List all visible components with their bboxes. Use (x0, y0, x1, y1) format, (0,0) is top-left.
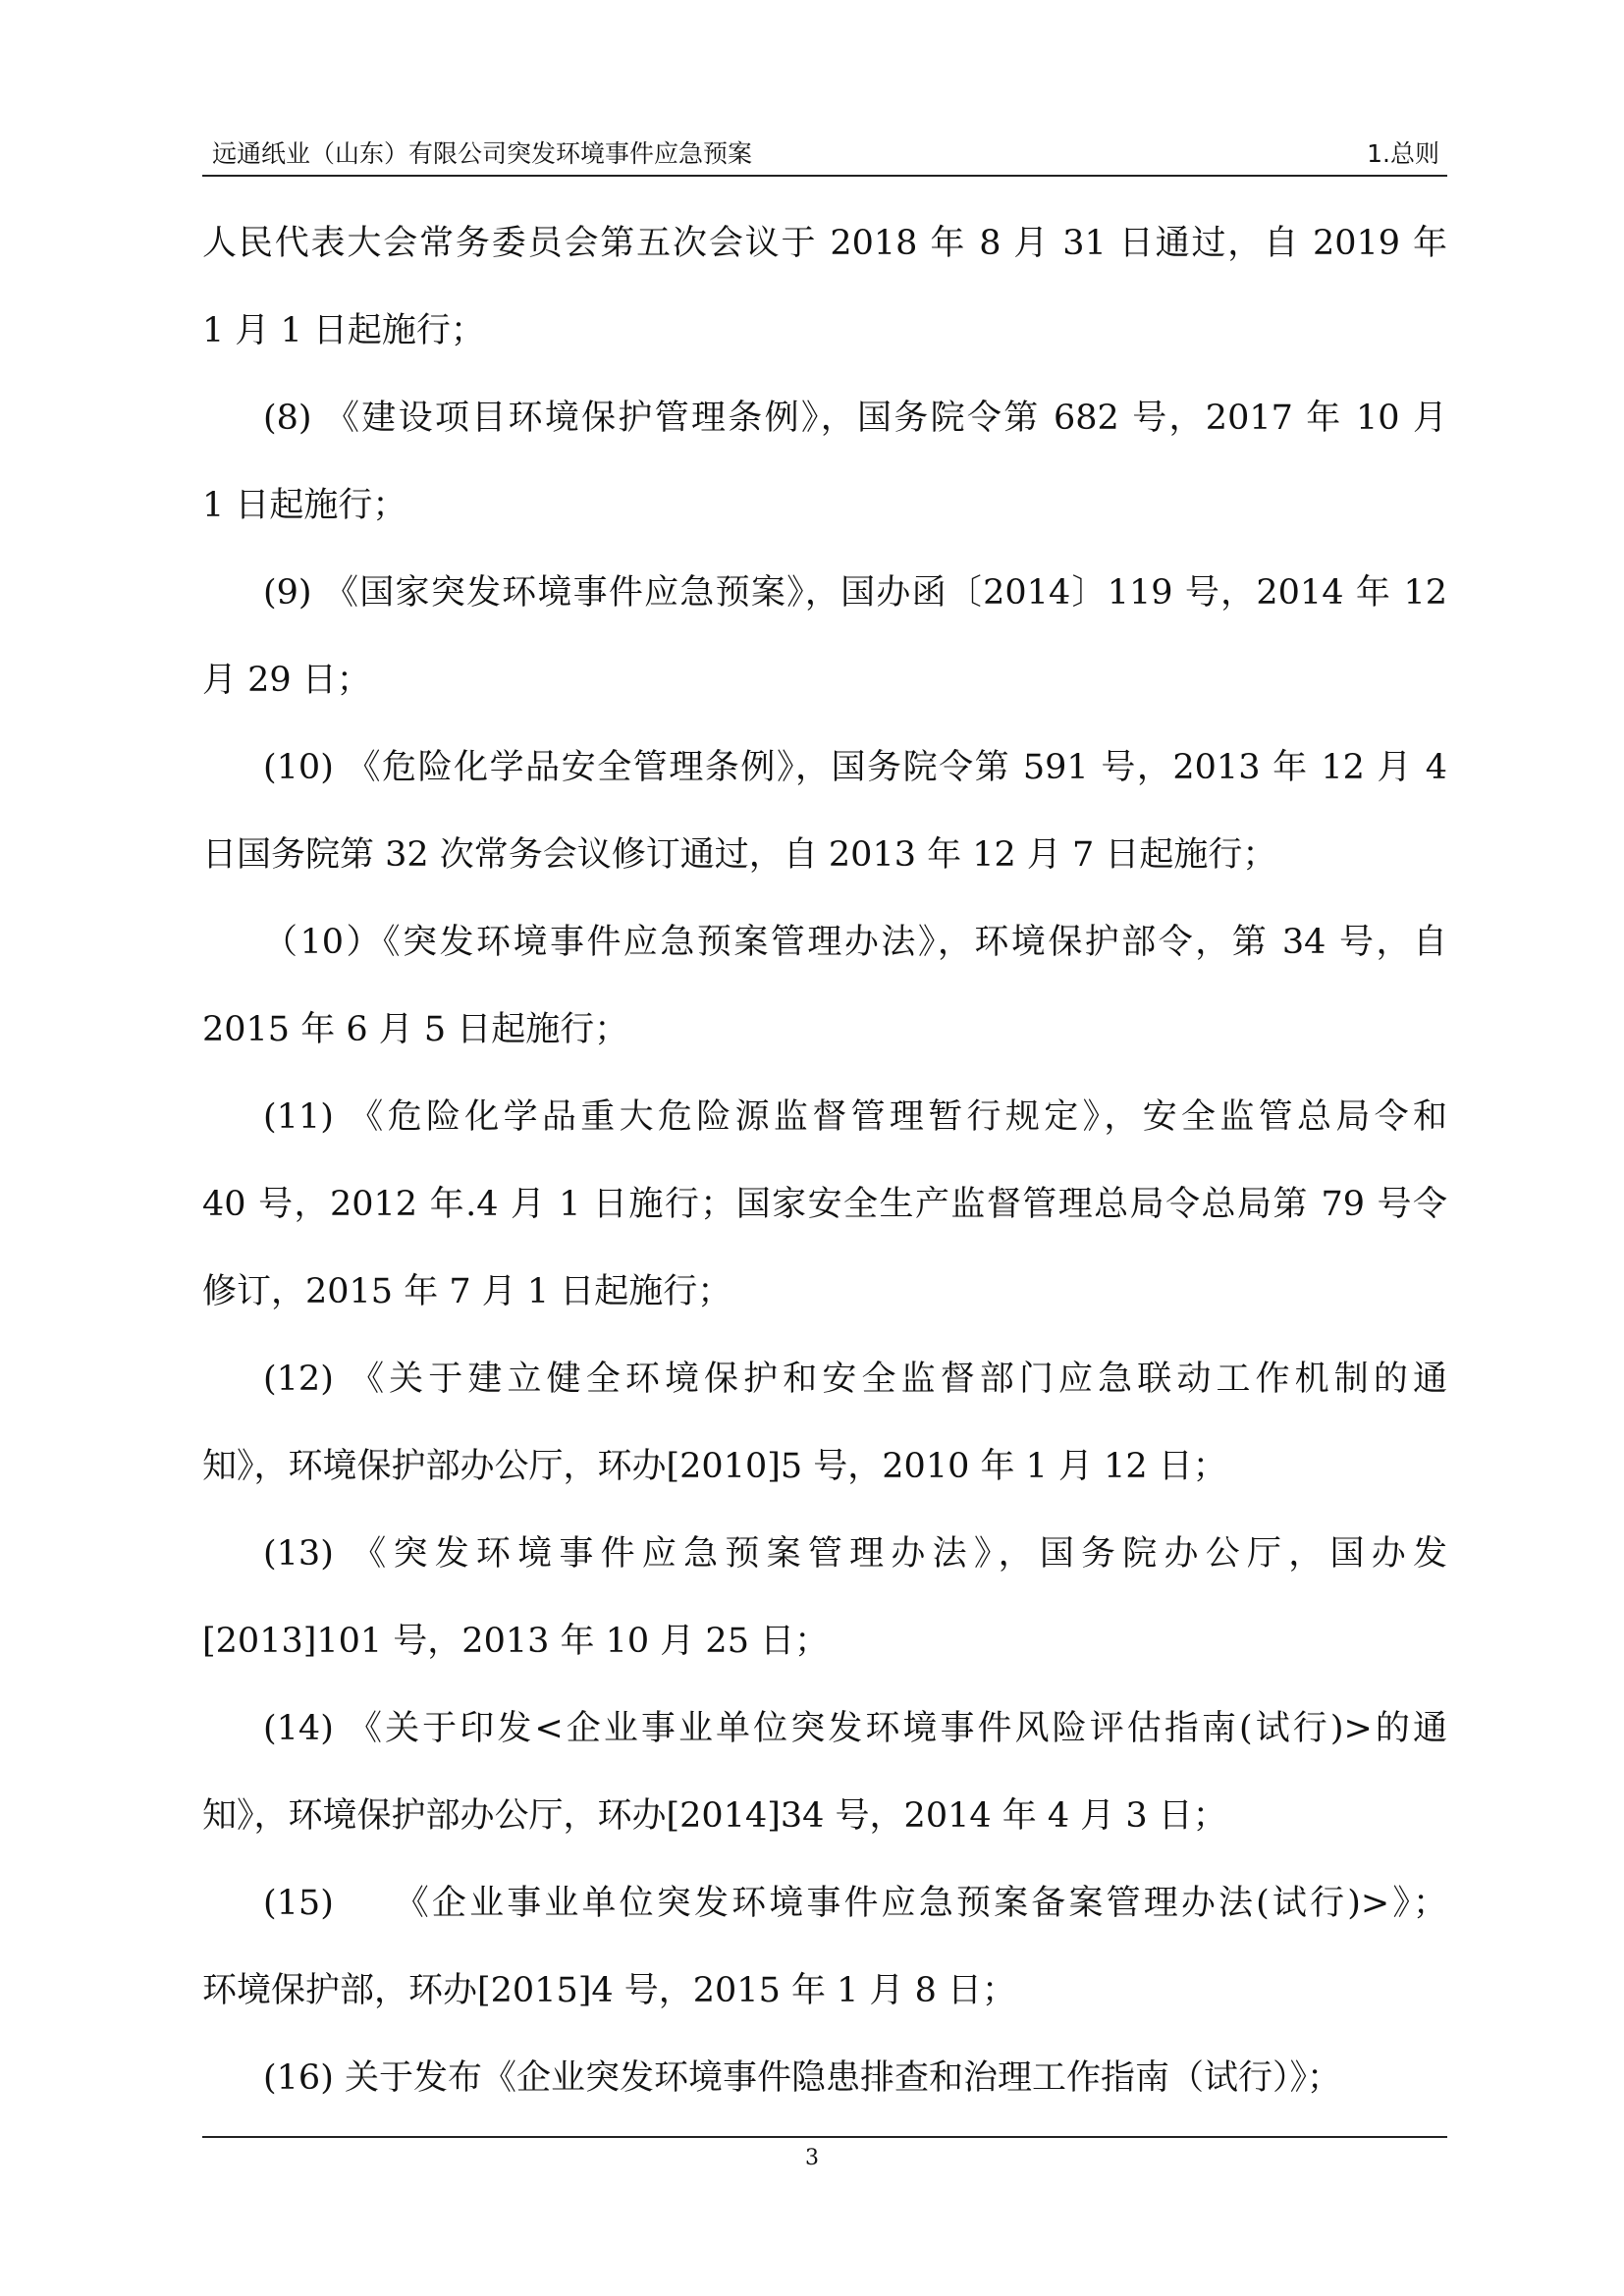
page-header (202, 135, 1447, 177)
paragraph (202, 375, 1447, 550)
paragraph (202, 1511, 1447, 1685)
text-line: (9) 《国家突发环境事件应急预案》，国办函〔2014〕119 号，2014 年 12 (263, 573, 1447, 613)
text-line: (16) 关于发布《企业突发环境事件隐患排查和治理工作指南（试行）》； (263, 2058, 1341, 2098)
text-line: (10) 《危险化学品安全管理条例》，国务院令第 591 号，2013 年 12 月 4 (263, 748, 1447, 787)
paragraph (202, 1336, 1447, 1511)
text-line: 知》，环境保护部办公厅，环办[2014]34 号，2014 年 4 月 3 日； (202, 1796, 1227, 1836)
text-line: 40 号，2012 年.4 月 1 日施行；国家安全生产监督管理总局令总局第 79 号令 (202, 1185, 1447, 1224)
text-line: [2013]101 号，2013 年 10 月 25 日； (202, 1622, 830, 1661)
paragraph (202, 550, 1447, 724)
paragraph (202, 1685, 1447, 1860)
paragraph (202, 2035, 1447, 2122)
text-line: (15) 《企业事业单位突发环境事件应急预案备案管理办法(试行)>》； (263, 1884, 1447, 1923)
paragraph (202, 724, 1447, 899)
paragraph (202, 1074, 1447, 1336)
text-line: 环境保护部，环办[2015]4 号，2015 年 1 月 8 日； (202, 1971, 1017, 2010)
text-line: 1 月 1 日起施行； (202, 311, 485, 350)
text-line: 月 29 日； (202, 661, 371, 700)
document-title: 远通纸业（山东）有限公司突发环境事件应急预案 (212, 139, 753, 168)
paragraph (202, 899, 1447, 1074)
text-line: 修订，2015 年 7 月 1 日起施行； (202, 1272, 732, 1311)
text-line: (12) 《关于建立健全环境保护和安全监督部门应急联动工作机制的通 (263, 1360, 1447, 1399)
text-line: (8) 《建设项目环境保护管理条例》，国务院令第 682 号，2017 年 10 月 (263, 399, 1447, 438)
text-line: 日国务院第 32 次常务会议修订通过，自 2013 年 12 月 7 日起施行； (202, 835, 1277, 875)
paragraph (202, 200, 1447, 375)
body-text (202, 200, 1447, 2122)
paragraph (202, 1860, 1447, 2035)
text-line: (13) 《突发环境事件应急预案管理办法》，国务院办公厅，国办发 (263, 1534, 1447, 1574)
text-line: 人民代表大会常务委员会第五次会议于 2018 年 8 月 31 日通过，自 2019 年 (202, 224, 1447, 263)
section-label: 1.总则 (1367, 139, 1439, 168)
text-line: 2015 年 6 月 5 日起施行； (202, 1010, 629, 1049)
text-line: 知》，环境保护部办公厅，环办[2010]5 号，2010 年 1 月 12 日； (202, 1447, 1227, 1486)
text-line: (14) 《关于印发<企业事业单位突发环境事件风险评估指南(试行)>的通 (263, 1709, 1447, 1748)
text-line: (11) 《危险化学品重大危险源监督管理暂行规定》，安全监管总局令和 (263, 1097, 1447, 1137)
text-line: 1 日起施行； (202, 486, 407, 525)
footer-divider (202, 2136, 1447, 2138)
page-number: 3 (805, 2146, 819, 2170)
text-line: （10）《突发环境事件应急预案管理办法》，环境保护部令，第 34 号，自 (263, 923, 1447, 962)
